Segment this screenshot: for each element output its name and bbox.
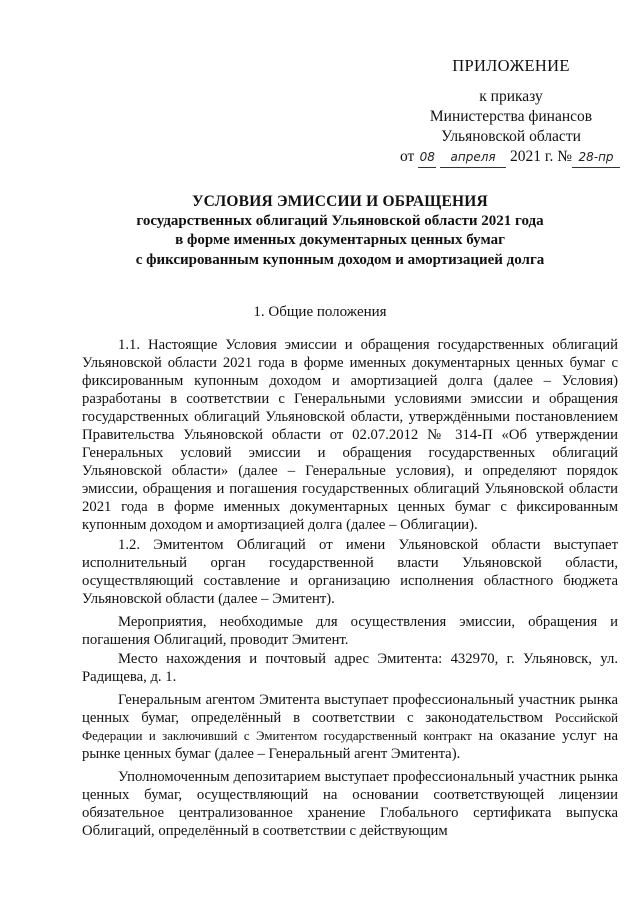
handwritten-order-number: 28-пр bbox=[572, 147, 620, 168]
paragraph-events: Мероприятия, необходимые для осуществления эмиссии, обращения и погашения Облигаций, проводит Эмитент. bbox=[82, 613, 618, 648]
section-heading: 1. Общие положения bbox=[253, 304, 387, 320]
general-agent-text-a: Генеральным агентом Эмитента выступает профессиональный участник рынка ценных бумаг, определённый в соответствии с законодательством bbox=[82, 691, 618, 726]
general-agent-text-b: Российской Федерации и заключивший с Эмитентом государственный контракт bbox=[82, 710, 618, 743]
order-date-line bbox=[360, 147, 622, 168]
paragraph-depositary: Уполномоченным депозитарием выступает профессиональный участник рынка ценных бумаг, осуществляющий на основании соответствующей лицензии обязательное централизованное хранение Глобального сертификата выпуска Облигаций, определённый в соответствии с действующим bbox=[82, 769, 618, 840]
title-line-4: с фиксированным купонным доходом и амортизацией долга bbox=[135, 251, 545, 268]
paragraph-address: Место нахождения и почтовый адрес Эмитента: 432970, г. Ульяновск, ул. Радищева, д. 1. bbox=[82, 650, 618, 685]
ministry-name: Министерства финансов bbox=[429, 108, 593, 125]
appendix-header bbox=[360, 56, 622, 168]
date-prefix: от bbox=[400, 148, 415, 165]
handwritten-month: апреля bbox=[440, 147, 506, 168]
date-year: 2021 г. № bbox=[509, 148, 572, 165]
document-title bbox=[100, 192, 580, 270]
paragraph-1-2: 1.2. Эмитентом Облигаций от имени Ульяновской области выступает исполнительный орган государственной власти Ульяновской области, осуществляющий составление и организацию исполнения областного бюджета Ульяновской области (далее – Эмитент). bbox=[82, 536, 618, 607]
paragraph-general-agent bbox=[82, 691, 618, 763]
order-reference: к приказу bbox=[479, 88, 543, 105]
region-name: Ульяновской области bbox=[441, 128, 581, 145]
title-line-3: в форме именных документарных ценных бумаг bbox=[175, 232, 505, 249]
paragraph-1-1: 1.1. Настоящие Условия эмиссии и обращения государственных облигаций Ульяновской области 2021 года в форме именных документарных ценных бумаг с фиксированным купонным доходом и амортизацией долга (далее – Условия) разработаны в соответствии с Генеральными условиями эмиссии и обращения государственных облигаций Ульяновской области, утверждёнными постановлением Правительства Ульяновской области от 02.07.2012 № 314-П «Об утверждении Генеральных условий эмиссии и обращения государственных облигаций Ульяновской области» (далее – Генеральные условия), и определяют порядок эмиссии, обращения и погашения государственных облигаций Ульяновской области 2021 года в форме именных документарных ценных бумаг с фиксированным купонным доходом и амортизацией долга (далее – Облигации). bbox=[82, 337, 618, 534]
general-agent-text-c: на оказание услуг на рынке ценных бумаг (далее – Генеральный агент Эмитента). bbox=[82, 727, 618, 763]
document-body bbox=[82, 336, 618, 840]
appendix-title: ПРИЛОЖЕНИЕ bbox=[452, 56, 570, 75]
handwritten-day: 08 bbox=[418, 147, 436, 168]
title-main: УСЛОВИЯ ЭМИССИИ И ОБРАЩЕНИЯ bbox=[192, 193, 488, 210]
title-line-2: государственных облигаций Ульяновской области 2021 года bbox=[136, 212, 544, 229]
